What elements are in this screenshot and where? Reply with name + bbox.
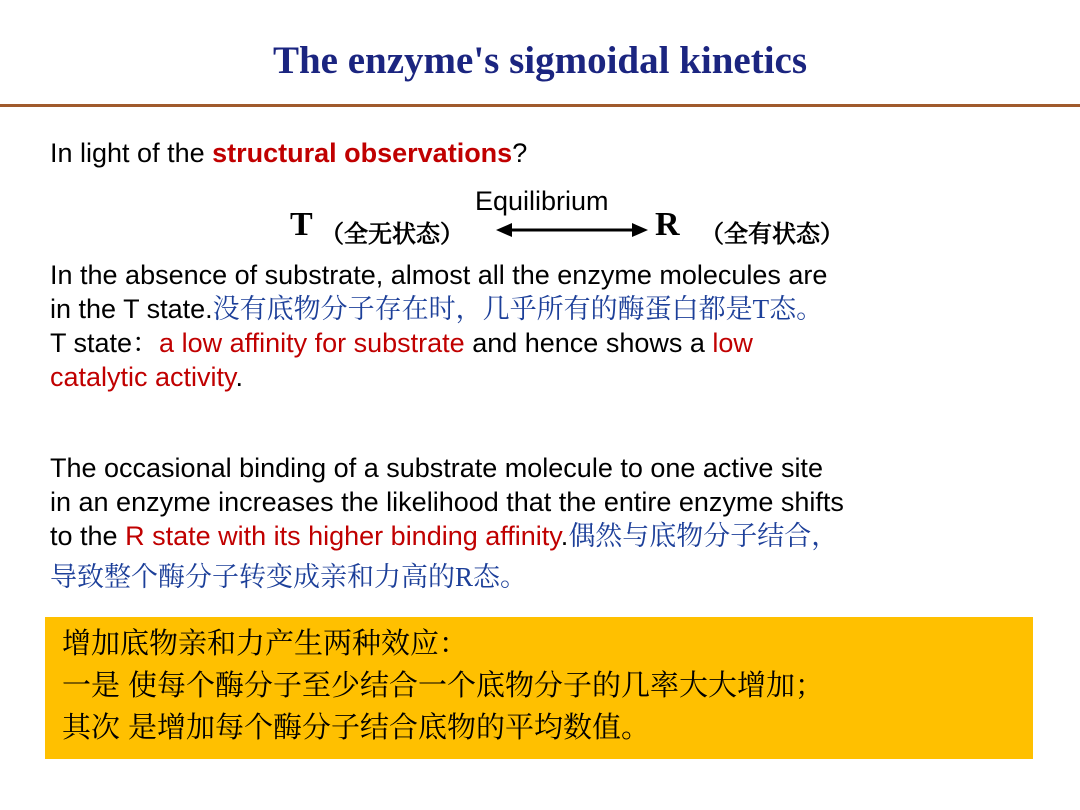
summary-line2: 一是 使每个酶分子至少结合一个底物分子的几率大大增加； <box>62 670 825 702</box>
para2-line1: The occasional binding of a substrate molecule to one active site <box>50 453 823 483</box>
r-state-label: （全有状态） <box>700 221 844 248</box>
para1-line4-red: catalytic activity <box>50 362 236 392</box>
para1-line3 <box>50 326 753 360</box>
para2-line4 <box>50 560 527 594</box>
intro-prefix: In light of the <box>50 138 213 168</box>
t-state-label: （全无状态） <box>320 221 464 248</box>
intro-suffix: ? <box>512 138 528 168</box>
para1-line3-red2: low <box>712 328 753 358</box>
para1-line3-red: a low affinity for substrate <box>159 328 465 358</box>
para2-line3 <box>50 519 838 553</box>
title-divider <box>0 104 1080 107</box>
para2-line3-red: R state with its higher binding affinity <box>125 521 561 551</box>
para1-line3-a: T state： <box>50 328 160 358</box>
equilibrium-label: Equilibrium <box>475 186 609 216</box>
r-state-symbol: R <box>655 206 680 243</box>
summary-line1: 增加底物亲和力产生两种效应： <box>62 628 469 660</box>
para1-line4 <box>50 360 243 394</box>
para2-line3-zh: 偶然与底物分子结合， <box>568 521 839 551</box>
para2-line3-dot: . <box>560 521 569 551</box>
double-arrow-icon <box>496 222 648 238</box>
para1-line2 <box>50 292 823 326</box>
para2-line2: in an enzyme increases the likelihood that the entire enzyme shifts <box>50 487 844 517</box>
slide-title: The enzyme's sigmoidal kinetics <box>272 39 808 82</box>
para1-line2-zh-t: T <box>752 294 770 324</box>
para2-line4-zh: 导致整个酶分子转变成亲和力高的 <box>50 562 455 592</box>
para1-line2-zh: 没有底物分子存在时，几乎所有的酶蛋白都是 <box>212 294 753 324</box>
para1-line1: In the absence of substrate, almost all the enzyme molecules are <box>50 260 828 290</box>
para2-line4-zh-end: 态。 <box>473 562 528 592</box>
summary-line3: 其次 是增加每个酶分子结合底物的平均数值。 <box>62 712 651 744</box>
summary-callout-box <box>45 617 1033 759</box>
equilibrium-equation <box>0 186 1080 246</box>
para1-line4-end: . <box>235 362 244 392</box>
para1-line3-b: and hence shows a <box>464 328 713 358</box>
intro-highlight: structural observations <box>212 138 513 168</box>
intro-line <box>50 136 527 170</box>
para2-line3-a: to the <box>50 521 126 551</box>
para1-line2-en: in the T state. <box>50 294 213 324</box>
t-state-symbol: T <box>290 206 313 243</box>
para2-line4-zh-r: R <box>455 562 474 592</box>
para1-line2-zh-end: 态。 <box>769 294 824 324</box>
